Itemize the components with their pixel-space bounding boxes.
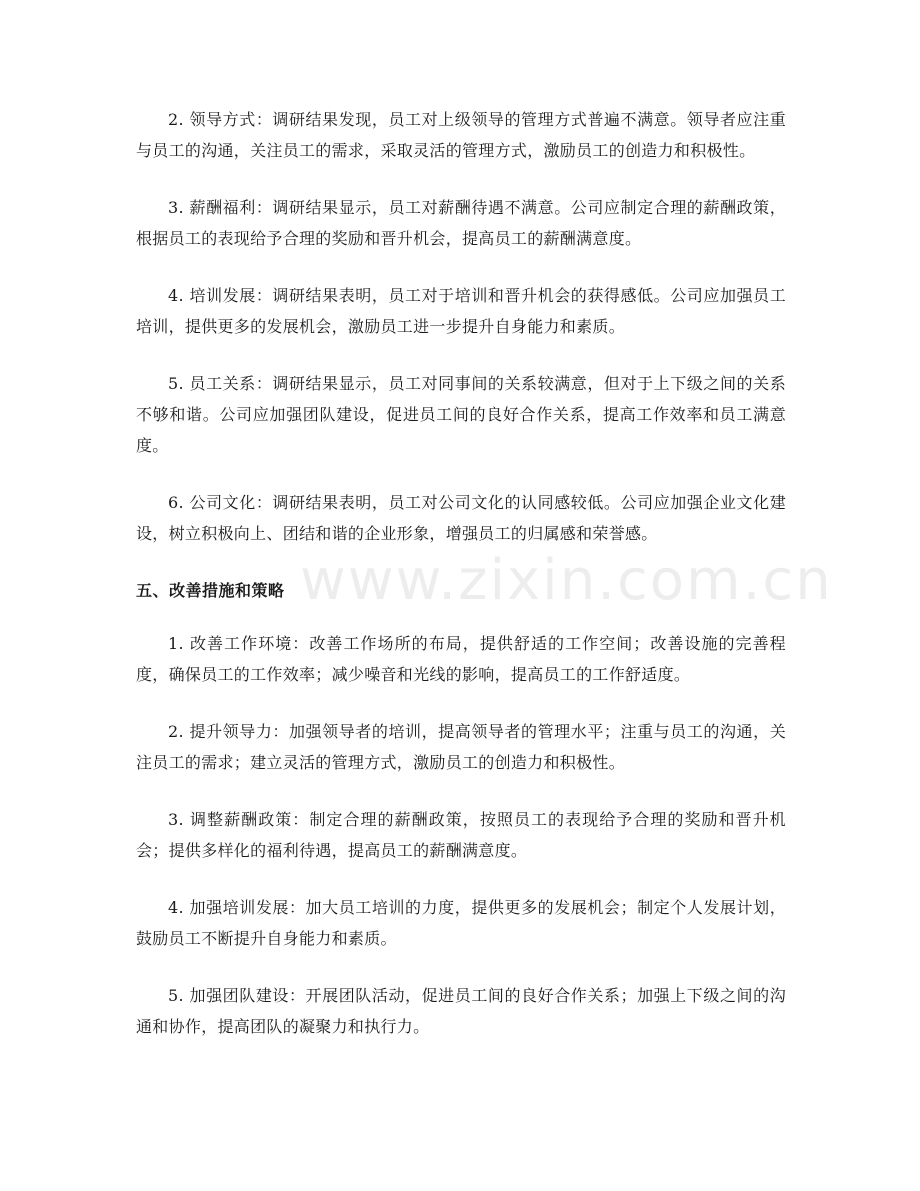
watermark: www.zixin.com.cn [300, 548, 833, 613]
section-heading: 五、改善措施和策略 [136, 581, 285, 600]
measure-compensation: 3. 调整薪酬政策：制定合理的薪酬政策，按照员工的表现给予合理的奖励和晋升机会；提供多样化的福利待遇，提高员工的薪酬满意度。 [136, 810, 786, 860]
measure-training: 4. 加强培训发展：加大员工培训的力度，提供更多的发展机会；制定个人发展计划，鼓励员工不断提升自身能力和素质。 [136, 898, 786, 948]
document-body [136, 104, 786, 1068]
measure-leadership: 2. 提升领导力：加强领导者的培训，提高领导者的管理水平；注重与员工的沟通，关注员工的需求；建立灵活的管理方式，激励员工的创造力和积极性。 [136, 722, 786, 772]
measure-team: 5. 加强团队建设：开展团队活动，促进员工间的良好合作关系；加强上下级之间的沟通和协作，提高团队的凝聚力和执行力。 [136, 986, 786, 1036]
measure-environment: 1. 改善工作环境：改善工作场所的布局，提供舒适的工作空间；改善设施的完善程度，确保员工的工作效率；减少噪音和光线的影响，提高员工的工作舒适度。 [136, 634, 786, 684]
finding-culture: 6. 公司文化：调研结果表明，员工对公司文化的认同感较低。公司应加强企业文化建设，树立积极向上、团结和谐的企业形象，增强员工的归属感和荣誉感。 [136, 493, 786, 543]
finding-relations: 5. 员工关系：调研结果显示，员工对同事间的关系较满意，但对于上下级之间的关系不够和谐。公司应加强团队建设，促进员工间的良好合作关系，提高工作效率和员工满意度。 [136, 374, 786, 455]
finding-compensation: 3. 薪酬福利：调研结果显示，员工对薪酬待遇不满意。公司应制定合理的薪酬政策，根据员工的表现给予合理的奖励和晋升机会，提高员工的薪酬满意度。 [136, 198, 786, 248]
finding-training: 4. 培训发展：调研结果表明，员工对于培训和晋升机会的获得感低。公司应加强员工培训，提供更多的发展机会，激励员工进一步提升自身能力和素质。 [136, 286, 786, 336]
finding-leadership: 2. 领导方式：调研结果发现，员工对上级领导的管理方式普遍不满意。领导者应注重与员工的沟通，关注员工的需求，采取灵活的管理方式，激励员工的创造力和积极性。 [136, 110, 786, 160]
